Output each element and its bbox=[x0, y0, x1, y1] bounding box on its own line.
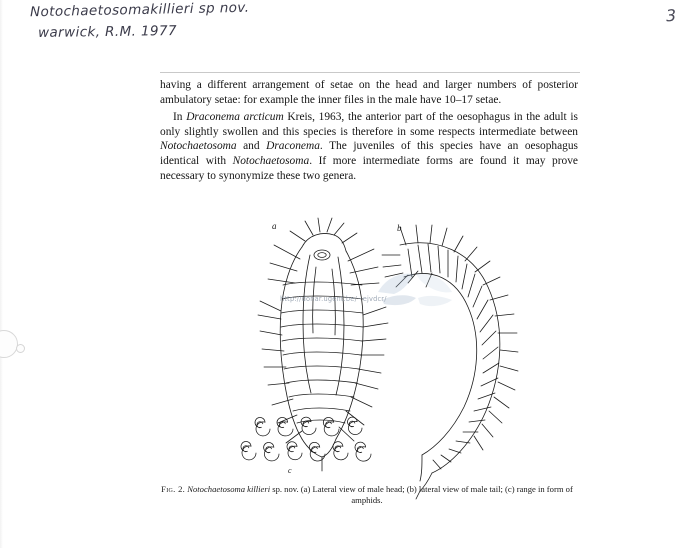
text-run: and bbox=[236, 140, 267, 153]
watermark-url: http://donar.ugent.be/~ejvdcr/ bbox=[280, 295, 387, 303]
text-run: . The juveniles of this species have an oesophagus identical with bbox=[160, 140, 578, 167]
figure-caption bbox=[152, 484, 582, 506]
figure-caption-prefix: Fig. 2. bbox=[161, 484, 186, 494]
paragraph-1: having a different arrangement of setae on the head and larger numbers of posterior ambulatory setae: for example the inner files in the male have 10–17 setae. bbox=[160, 79, 578, 106]
body-text bbox=[160, 78, 578, 183]
figure-label-c: c bbox=[288, 466, 292, 475]
taxon-name: Draconema bbox=[266, 140, 320, 153]
hole-punch-small-artefact bbox=[16, 344, 25, 353]
handwritten-author-note: warwick, R.M. 1977 bbox=[37, 23, 178, 41]
figure-panel-b-drawing bbox=[382, 225, 518, 499]
scan-edge bbox=[0, 0, 3, 548]
figure-panel-a-drawing bbox=[258, 218, 388, 471]
figure-caption-species: Notochaetosoma killieri bbox=[187, 484, 271, 494]
hole-punch-artefact bbox=[0, 330, 18, 358]
column-top-rule bbox=[160, 72, 580, 73]
figure-label-a: a bbox=[272, 221, 277, 231]
text-run: Kreis, 1963, the anterior part of the oesophagus in the adult is only slightly swollen and this species is therefore in some respects intermediate between bbox=[160, 111, 578, 138]
handwritten-species-note: Notochaetosomakillieri sp nov. bbox=[29, 0, 250, 21]
taxon-name: Draconema arcticum bbox=[186, 111, 284, 124]
text-run: . If more intermediate forms are found it may prove necessary to synonymize these two genera. bbox=[160, 154, 578, 182]
taxon-name: Notochaetosoma bbox=[160, 140, 237, 153]
figure-2 bbox=[150, 215, 590, 505]
text-run: In bbox=[173, 111, 187, 124]
figure-label-b: b bbox=[397, 223, 402, 233]
taxon-name: Notochaetosoma bbox=[232, 154, 310, 167]
page-number: 3 bbox=[665, 5, 677, 26]
paragraph-2 bbox=[160, 110, 578, 183]
figure-caption-rest: sp. nov. (a) Lateral view of male head; (b) lateral view of male tail; (c) range in form of amphids. bbox=[270, 484, 573, 505]
